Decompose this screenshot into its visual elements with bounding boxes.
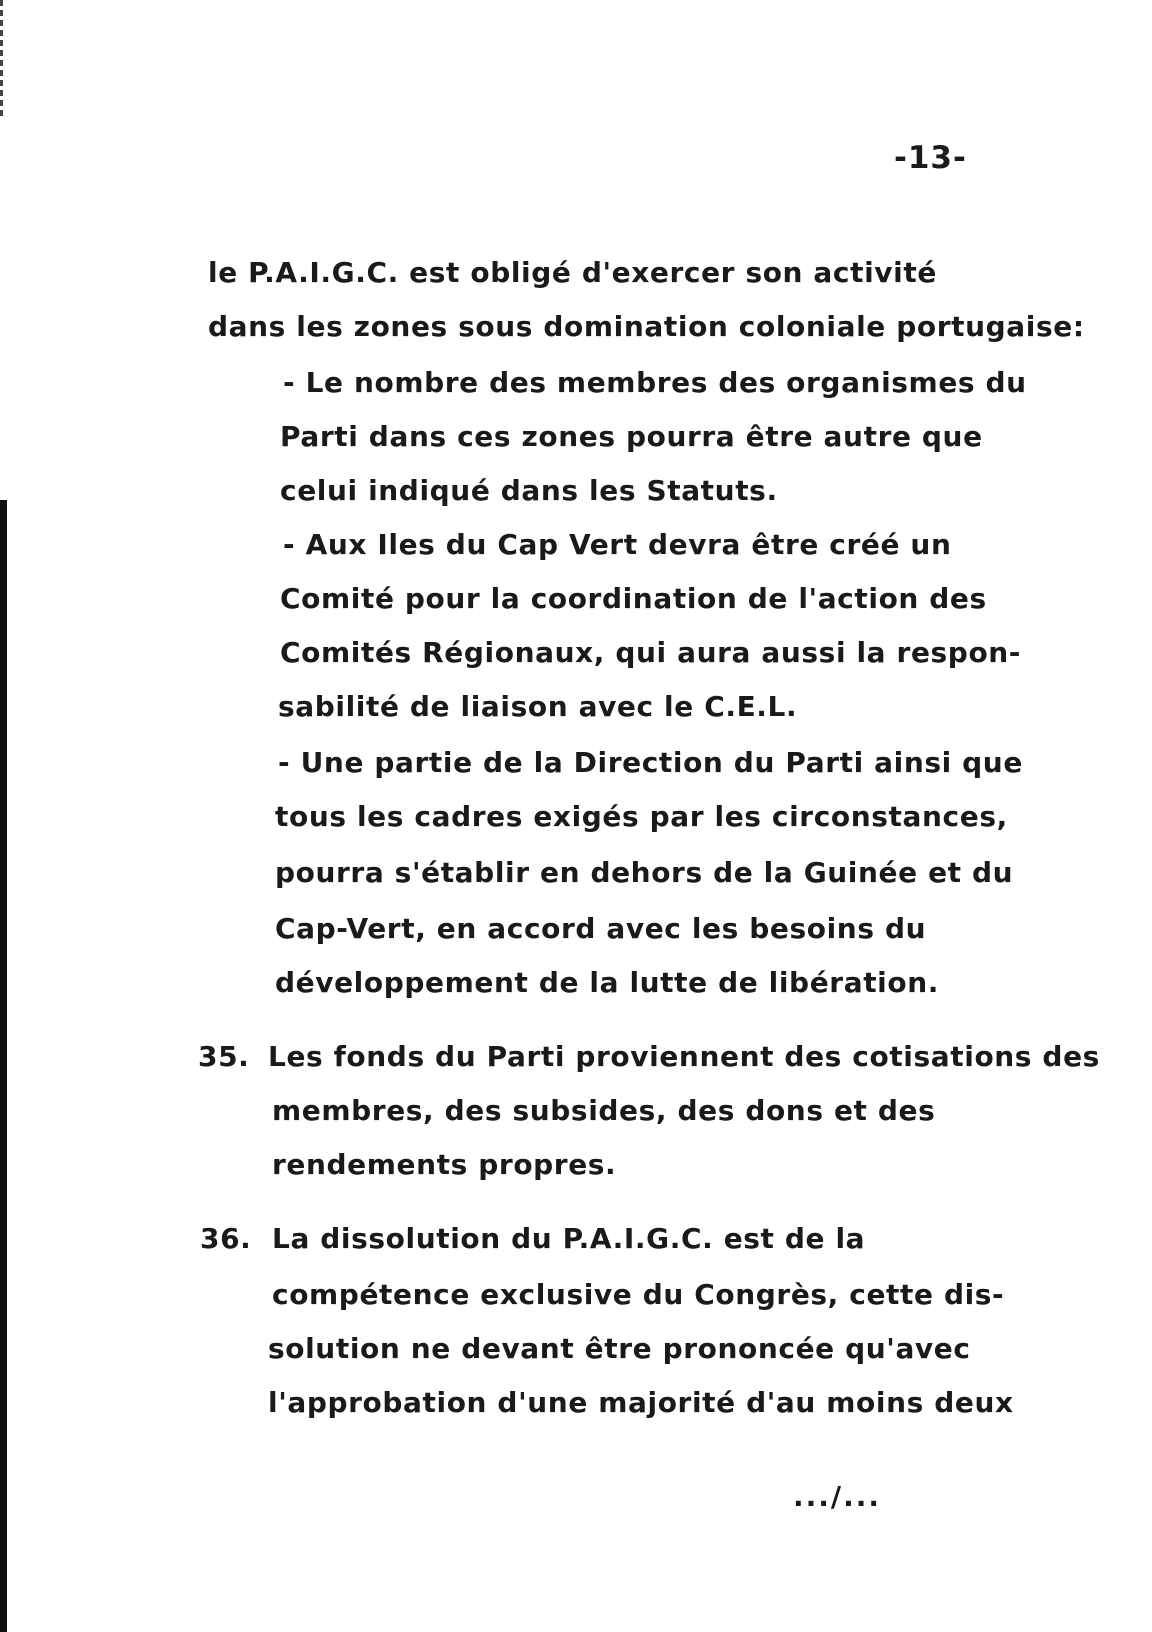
- article-line: Les fonds du Parti proviennent des cotisations des: [268, 1040, 1100, 1073]
- item-line: - Le nombre des membres des organismes du: [283, 366, 1027, 399]
- article-line: La dissolution du P.A.I.G.C. est de la: [272, 1222, 866, 1255]
- item-line: pourra s'établir en dehors de la Guinée et du: [275, 856, 1014, 889]
- intro-line: le P.A.I.G.C. est obligé d'exercer son activité: [208, 256, 937, 289]
- intro-line: dans les zones sous domination coloniale portugaise:: [208, 310, 1085, 343]
- article-line: rendements propres.: [272, 1148, 617, 1181]
- item-line: Cap-Vert, en accord avec les besoins du: [275, 912, 927, 945]
- item-line: celui indiqué dans les Statuts.: [280, 474, 778, 507]
- item-line: Comités Régionaux, qui aura aussi la respon-: [280, 636, 1022, 669]
- item-line: tous les cadres exigés par les circonstances,: [275, 800, 1008, 833]
- item-line: Comité pour la coordination de l'action des: [280, 582, 987, 615]
- article-number: 35.: [198, 1040, 250, 1073]
- scan-edge: [0, 500, 7, 1632]
- article-line: solution ne devant être prononcée qu'avec: [268, 1332, 971, 1365]
- article-line: membres, des subsides, des dons et des: [272, 1094, 936, 1127]
- article-line: compétence exclusive du Congrès, cette dis-: [272, 1278, 1005, 1311]
- article-number: 36.: [200, 1222, 252, 1255]
- continuation-mark: .../...: [793, 1480, 882, 1513]
- page-number: -13-: [894, 140, 967, 176]
- item-line: Parti dans ces zones pourra être autre que: [280, 420, 983, 453]
- article-line: l'approbation d'une majorité d'au moins deux: [268, 1386, 1014, 1419]
- item-line: - Aux Iles du Cap Vert devra être créé un: [283, 528, 952, 561]
- scan-edge-top: [0, 0, 3, 120]
- item-line: développement de la lutte de libération.: [275, 966, 939, 999]
- item-line: - Une partie de la Direction du Parti ainsi que: [278, 746, 1023, 779]
- item-line: sabilité de liaison avec le C.E.L.: [278, 690, 798, 723]
